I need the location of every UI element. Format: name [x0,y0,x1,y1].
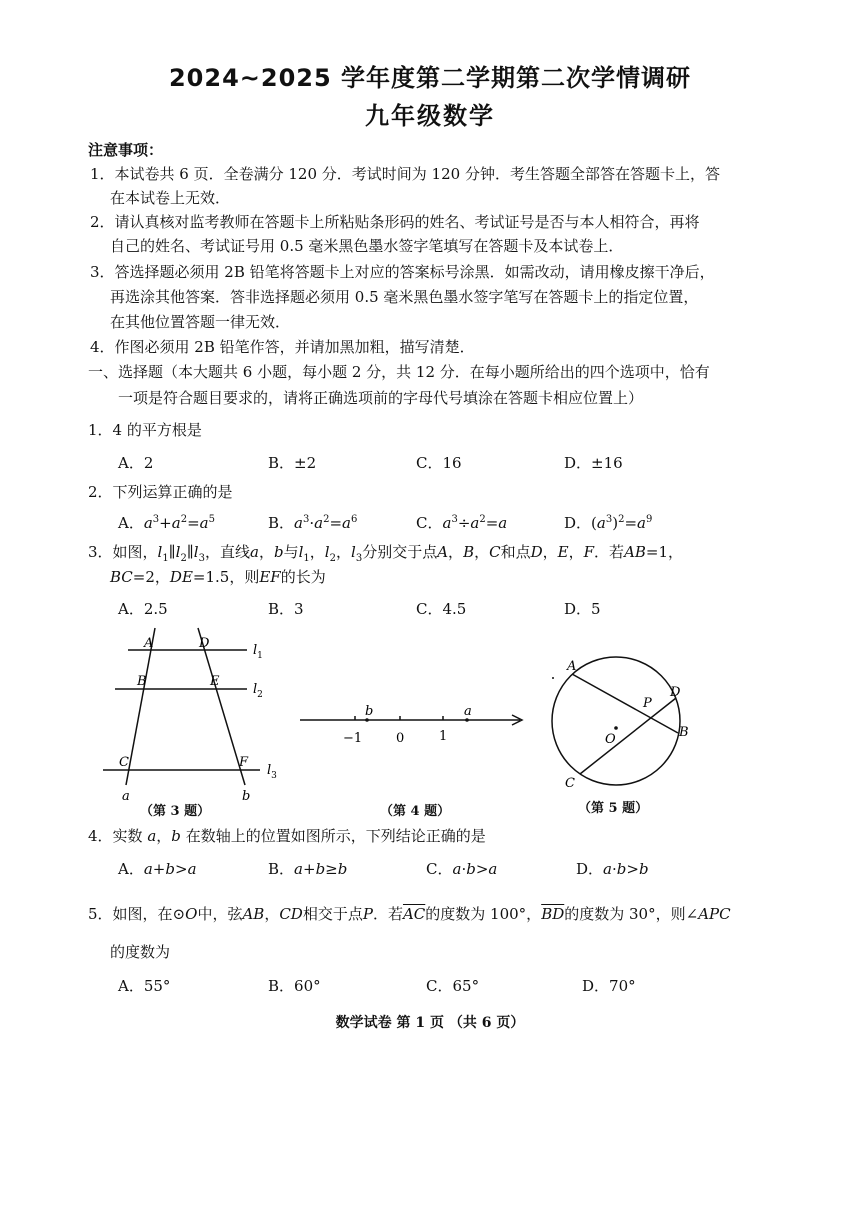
question-1-stem: 1．4 的平方根是 [88,421,202,439]
page-footer: 数学试卷 第 1 页 （共 6 页） [335,1015,525,1031]
q4-option-c: C．a·b>a [426,860,498,878]
fig5-label-D: D [670,685,681,700]
fig3-label-a: a [122,789,130,804]
q5-option-a: A．55° [118,977,171,995]
fig5-label-P: P [643,696,652,711]
question-3-stem-line-2: BC=2，DE=1.5，则EF的长为 [110,568,326,586]
q4-option-b: B．a+b≥b [268,860,348,878]
fig5-label-C: C [565,776,575,791]
section-1-line-2: 一项是符合题目要求的，请将正确选项前的字母代号填涂在答题卡相应位置上） [118,389,644,407]
note-2-line-1: 2．请认真核对监考教师在答题卡上所粘贴条形码的姓名、考试证号是否与本人相符合，再将 [90,213,700,231]
question-3-stem-line-1: 3．如图，$l_1\parallel l_2\parallel l_3$，直线a，b与$l_1$，$l_2$，$l_3$分别交于点A，B，C和点D，E，F．若AB=1， [88,543,684,564]
figure-5-caption: （第 5 题） [578,801,649,816]
q5-option-c: C．65° [426,977,480,995]
q3-option-d: D．5 [564,600,601,618]
fig4-label-1: 1 [439,729,448,744]
notes-heading: 注意事项： [88,141,164,159]
figure-5-circle [545,650,705,795]
note-3-line-2: 再选涂其他答案．答非选择题必须用 0.5 毫米黑色墨水签字笔写在答题卡上的指定位置， [110,288,699,306]
fig3-label-b: b [242,789,251,804]
note-3-line-3: 在其他位置答题一律无效． [110,313,291,331]
fig3-label-l3: $l_3$ [267,763,277,781]
q1-option-d: D．±16 [564,454,623,472]
figure-4-number-line [295,695,530,755]
q1-option-b: B．±2 [268,454,317,472]
q2-option-d: D．$(a^3)^2=a^9$ [564,514,653,532]
note-1-line-1: 1．本试卷共 6 页．全卷满分 120 分．考试时间为 120 分钟．考生答题全部答在答题卡上，答 [90,165,720,183]
q4-option-d: D．a·b>b [576,860,649,878]
question-2-stem: 2．下列运算正确的是 [88,483,233,501]
fig4-label-0: 0 [396,731,405,746]
fig3-label-l2: $l_2$ [253,682,263,700]
q5-option-b: B．60° [268,977,321,995]
figure-3-caption: （第 3 题） [140,804,211,819]
note-2-line-2: 自己的姓名、考试证号用 0.5 毫米黑色墨水签字笔填写在答题卡及本试卷上． [110,237,624,255]
note-4: 4．作图必须用 2B 铅笔作答，并请加黑加粗，描写清楚． [90,338,475,356]
fig5-label-A: A [567,659,577,674]
q3-option-c: C．4.5 [416,600,467,618]
q2-option-b: B．$a^3\cdot a^2=a^6$ [268,514,358,532]
fig4-label-b: b [365,704,374,719]
fig3-label-l1: $l_1$ [253,643,263,661]
q1-option-a: A．2 [118,454,154,472]
fig3-label-A: A [144,636,154,651]
q3-option-b: B．3 [268,600,304,618]
figure-4-caption: （第 4 题） [380,804,451,819]
q2-option-a: A．$a^3+a^2=a^5$ [118,514,215,532]
fig3-label-C: C [119,755,129,770]
exam-title: 2024~2025 学年度第二学期第二次学情调研 [168,64,692,92]
question-4-stem: 4．实数 a，b 在数轴上的位置如图所示，下列结论正确的是 [88,827,486,845]
q3-option-a: A．2.5 [118,600,168,618]
fig3-label-D: D [199,636,210,651]
note-1-line-2: 在本试卷上无效． [110,189,231,207]
question-5-stem-line-2: 的度数为 [110,943,171,961]
fig3-label-B: B [137,674,147,689]
figure-3-parallel-lines [95,620,295,805]
exam-subject: 九年级数学 [365,102,495,130]
q4-option-a: A．a+b>a [118,860,197,878]
fig4-label-a: a [464,704,472,719]
fig5-label-O: O [605,732,616,747]
q2-option-c: C．$a^3\div a^2=a$ [416,514,508,532]
fig4-label-neg1: −1 [343,731,363,746]
fig3-label-F: F [239,755,249,770]
fig5-label-B: B [679,725,689,740]
note-3-line-1: 3．答选择题必须用 2B 铅笔将答题卡上对应的答案标号涂黑．如需改动，请用橡皮擦干净后， [90,263,715,281]
question-5-stem-line-1: 5．如图，在⊙O中，弦AB，CD相交于点P．若$\overline{AC}$的度数为 100°，$\overline{BD}$的度数为 30°，则∠APC [88,905,731,923]
q5-option-d: D．70° [582,977,636,995]
fig3-label-E: E [210,674,220,689]
q1-option-c: C．16 [416,454,462,472]
section-1-line-1: 一、选择题（本大题共 6 小题，每小题 2 分，共 12 分．在每小题所给出的四个选项中，恰有 [88,363,710,381]
